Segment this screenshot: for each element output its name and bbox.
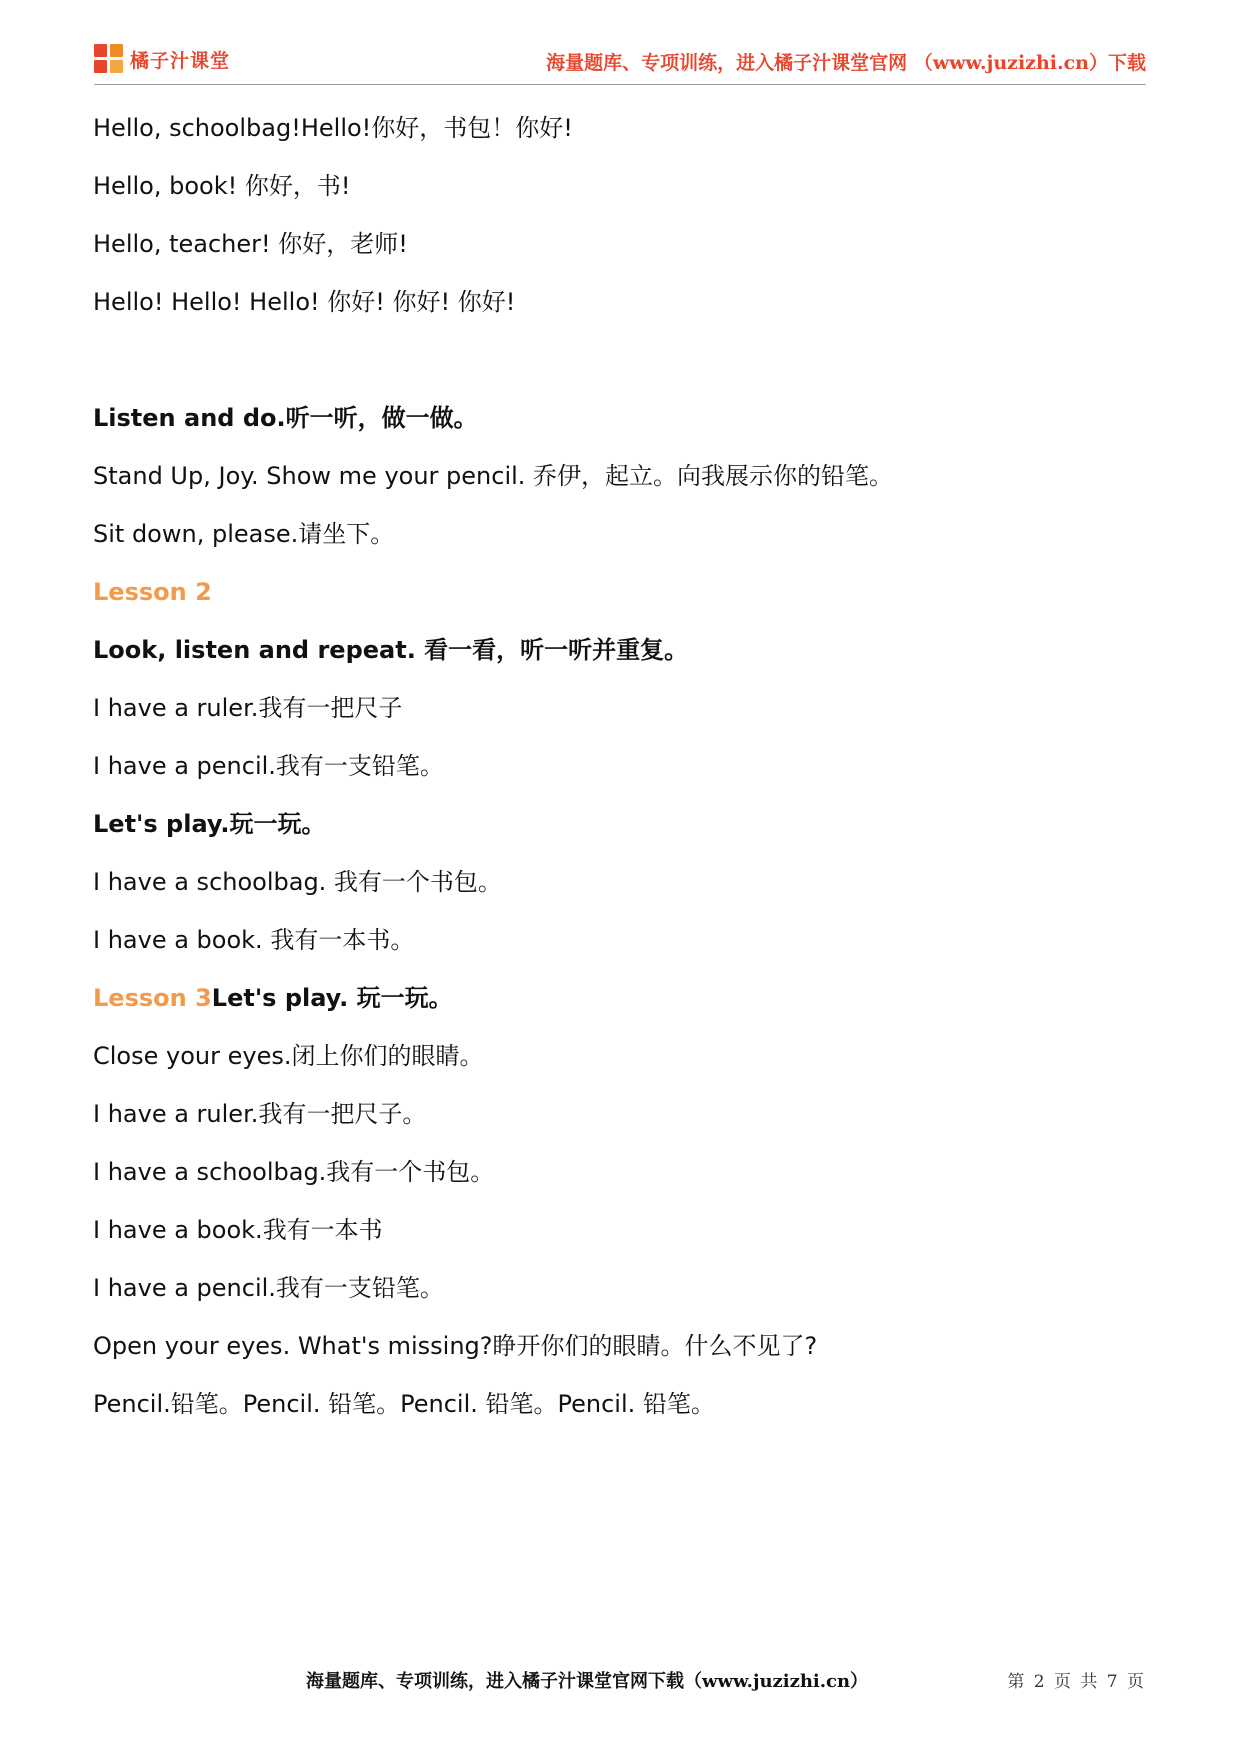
text-line: I have a ruler.我有一把尺子	[93, 694, 403, 722]
text-line: I have a ruler.我有一把尺子。	[93, 1100, 427, 1128]
text-line: I have a pencil.我有一支铅笔。	[93, 1274, 444, 1302]
text-line: Pencil.铅笔。Pencil. 铅笔。Pencil. 铅笔。Pencil. 铅笔。	[93, 1390, 715, 1418]
section-heading: Listen and do.听一听，做一做。	[93, 404, 478, 432]
page-indicator: 第 2 页 共 7 页	[1007, 1672, 1146, 1692]
text-line: Hello, teacher! 你好，老师!	[93, 230, 408, 258]
section-heading: Look, listen and repeat. 看一看，听一听并重复。	[93, 636, 689, 664]
lesson-label: Lesson 3	[93, 984, 212, 1012]
text-line: Open your eyes. What's missing?睁开你们的眼睛。什么不见了?	[93, 1332, 818, 1360]
page-header	[94, 40, 1146, 85]
section-heading: Let's play. 玩一玩。	[211, 984, 453, 1012]
text-line: I have a schoolbag. 我有一个书包。	[93, 868, 502, 896]
text-line: I have a book.我有一本书	[93, 1216, 383, 1244]
text-line: Close your eyes.闭上你们的眼睛。	[93, 1042, 484, 1070]
lesson-3-heading	[93, 982, 453, 1014]
text-line: Hello! Hello! Hello! 你好! 你好! 你好!	[93, 288, 516, 316]
text-line: I have a pencil.我有一支铅笔。	[93, 752, 444, 780]
text-line: Hello, book! 你好，书!	[93, 172, 351, 200]
footer-promo-link[interactable]: 海量题库、专项训练，进入橘子汁课堂官网下载（www.juzizhi.cn）	[306, 1671, 869, 1692]
logo-icon	[94, 44, 124, 74]
header-promo-link[interactable]: 海量题库、专项训练，进入橘子汁课堂官网 （www.juzizhi.cn）下载	[546, 52, 1146, 74]
brand-logo[interactable]	[94, 42, 230, 76]
lesson-heading: Lesson 2	[93, 578, 212, 606]
text-line: I have a schoolbag.我有一个书包。	[93, 1158, 495, 1186]
text-line: Hello, schoolbag!Hello!你好，书包！你好!	[93, 114, 573, 142]
text-line: Stand Up, Joy. Show me your pencil. 乔伊，起立。向我展示你的铅笔。	[93, 462, 894, 490]
text-line: I have a book. 我有一本书。	[93, 926, 415, 954]
section-heading: Let's play.玩一玩。	[93, 810, 326, 838]
brand-name: 橘子汁课堂	[130, 49, 231, 72]
text-line: Sit down, please.请坐下。	[93, 520, 395, 548]
